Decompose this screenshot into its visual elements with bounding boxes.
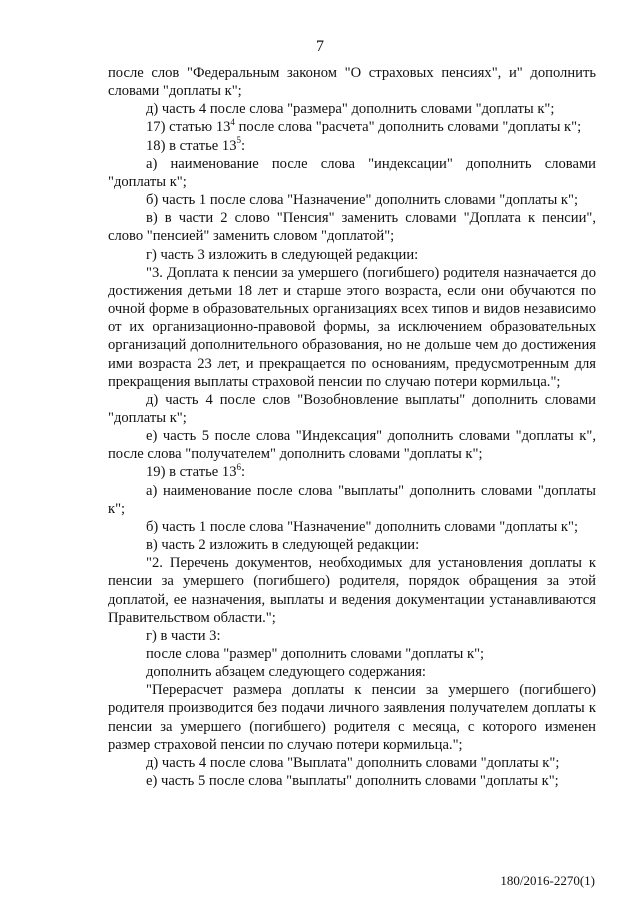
paragraph: г) в части 3: bbox=[146, 627, 221, 644]
superscript: 4 bbox=[230, 116, 235, 127]
paragraph: после слова "размер" дополнить словами "доплаты к"; bbox=[146, 646, 485, 662]
superscript: 5 bbox=[236, 134, 242, 145]
paragraph: в) часть 2 изложить в следующей редакции: bbox=[146, 537, 420, 554]
paragraph: б) часть 1 после слова "Назначение" дополнить словами "доплаты к"; bbox=[146, 192, 579, 209]
paragraph: а) наименование после слова "индексации" дополнить словами "доплаты к"; bbox=[108, 155, 596, 190]
paragraph: в) в части 2 слово "Пенсия" заменить словами "Доплата к пенсии", слово "пенсией" заменить словом "доплатой"; bbox=[108, 210, 596, 245]
page-number: 7 bbox=[316, 38, 324, 55]
paragraph: д) часть 4 после слова "размера" дополнить словами "доплаты к"; bbox=[146, 101, 555, 118]
paragraph: 17) статью $13^4$ после слова "расчета" дополнить словами "доплаты к"; bbox=[146, 116, 582, 136]
paragraph: 18) в статье $13^5$: bbox=[146, 134, 246, 154]
paragraph: после слов "Федеральным законом "О страховых пенсиях", и" дополнить словами "доплаты к"; bbox=[108, 65, 596, 100]
paragraph: д) часть 4 после слов "Возобновление выплаты" дополнить словами "доплаты к"; bbox=[108, 391, 596, 426]
document-body bbox=[108, 64, 596, 790]
paragraph: е) часть 5 после слова "Индексация" дополнить словами "доплаты к", после слова "получателем" дополнить словами "доплаты к"; bbox=[108, 428, 596, 463]
paragraph: б) часть 1 после слова "Назначение" дополнить словами "доплаты к"; bbox=[146, 518, 579, 535]
document-code-footer: 180/2016-2270(1) bbox=[500, 873, 595, 888]
paragraph: а) наименование после слова "выплаты" дополнить словами "доплаты к"; bbox=[108, 482, 596, 517]
paragraph: д) часть 4 после слова "Выплата" дополнить словами "доплаты к"; bbox=[146, 754, 560, 771]
superscript: 6 bbox=[236, 461, 242, 472]
paragraph: "Перерасчет размера доплаты к пенсии за умершего (погибшего) родителя производится без подачи личного заявления получателем доплаты к пенсии за умершего (погибшего) родителя с месяца, с которого изменен размер страховой пенсии по случаю потери кормильца."; bbox=[108, 682, 596, 753]
paragraph: дополнить абзацем следующего содержания: bbox=[146, 664, 426, 681]
paragraph: 19) в статье $13^6$: bbox=[146, 461, 246, 481]
paragraph: "2. Перечень документов, необходимых для установления доплаты к пенсии за умершего (погибшего) родителя, порядок обращения за этой доплатой, ее назначения, выплаты и ведения документации устанавливаются Правительством области."; bbox=[108, 555, 596, 626]
paragraph: г) часть 3 изложить в следующей редакции: bbox=[146, 246, 419, 263]
paragraph: е) часть 5 после слова "выплаты" дополнить словами "доплаты к"; bbox=[146, 773, 559, 790]
paragraph: "3. Доплата к пенсии за умершего (погибшего) родителя назначается до достижения детьми 18 лет и старше этого возраста, если они обучаются по очной форме в образовательных организациях всех типов и видов независимо от их организационно-правовой формы, за исключением образовательных организаций дополнительного образования, но не дольше чем до достижения ими возраста 23 лет, и прекращается по основаниям, предусмотренным для прекращения выплаты страховой пенсии по случаю потери кормильца."; bbox=[108, 264, 596, 390]
